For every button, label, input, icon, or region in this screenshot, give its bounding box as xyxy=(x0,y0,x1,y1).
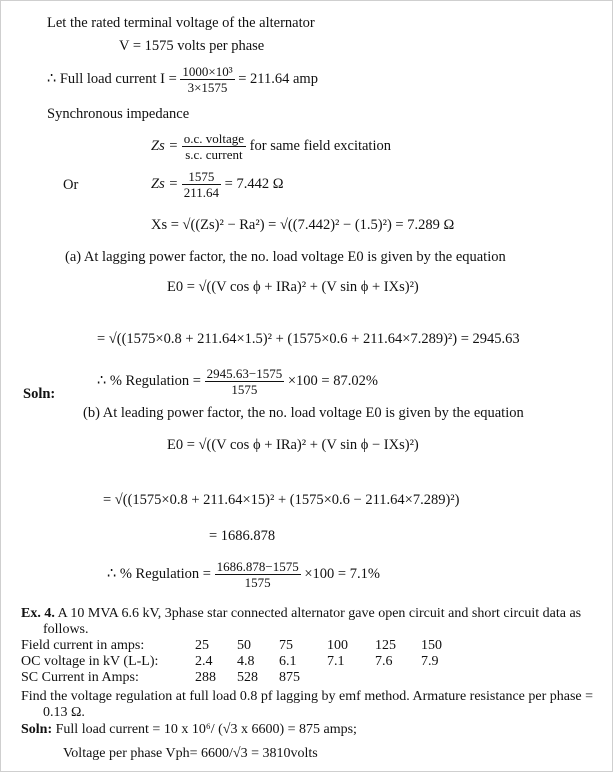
equation-regulation-lagging: ∴ % Regulation = $\frac{2945.63-1575}{1575}$ ×100 = 87.02% xyxy=(97,366,378,397)
table-cell: 6.1 xyxy=(279,654,297,669)
equation-regulation-leading: ∴ % Regulation = $\frac{1686.878-1575}{1575}$ ×100 = 7.1% xyxy=(107,559,380,590)
table-cell: 288 xyxy=(195,670,216,685)
equation-e0-leading-result: = 1686.878 xyxy=(209,528,276,544)
table-cell: 25 xyxy=(195,638,209,653)
table-cell: 125 xyxy=(375,638,396,653)
example-heading: Ex. 4. A 10 MVA 6.6 kV, 3phase star connected alternator gave open circuit and short circuit data as xyxy=(21,606,582,621)
equation-zs-value: Zs = $\frac{1575}{211.64}$ = 7.442 Ω xyxy=(151,169,284,200)
example-text: follows. xyxy=(43,622,89,637)
text-or: Or xyxy=(63,177,79,193)
data-table xyxy=(21,638,461,686)
table-cell xyxy=(375,670,421,686)
text-line: (b) At leading power factor, the no. load voltage E0 is given by the equation xyxy=(83,405,524,421)
equation-zs-definition: Zs = $\frac{\text{o.c. voltage}}{\text{s.c. current}}$ for same field excitation xyxy=(151,131,391,162)
table-cell: 50 xyxy=(237,638,251,653)
example-voltage-per-phase: Voltage per phase Vph= 6600/√3 = 3810volts xyxy=(63,746,318,761)
table-cell: 875 xyxy=(279,670,300,685)
equation-e0-leading: E0 = √((V cos ϕ + IRa)² + (V sin ϕ − IXs)²) xyxy=(167,437,419,453)
equation-xs: Xs = √((Zs)² − Ra²) = √((7.442)² − (1.5)²) = 7.289 Ω xyxy=(151,217,455,233)
table-cell: 150 xyxy=(421,638,442,653)
equation-full-load-current: ∴ Full load current I = $\frac{\text{1000×10³}}{3\times 1575}$ = 211.64 amp xyxy=(47,64,318,95)
text-line: Synchronous impedance xyxy=(47,106,190,122)
table-row xyxy=(21,670,461,686)
equation-voltage: V = 1575 volts per phase xyxy=(119,38,265,54)
text-line: (a) At lagging power factor, the no. load voltage E0 is given by the equation xyxy=(65,249,506,265)
table-cell: 528 xyxy=(237,670,258,685)
table-cell: 2.4 xyxy=(195,654,213,669)
soln-label: Soln: xyxy=(23,386,56,402)
example-text: 0.13 Ω. xyxy=(43,705,85,720)
table-row xyxy=(21,654,461,670)
table-cell: SC Current in Amps: xyxy=(21,670,139,685)
text-line: Let the rated terminal voltage of the alternator xyxy=(47,15,315,31)
table-cell: OC voltage in kV (L-L): xyxy=(21,654,159,669)
equation-e0-lagging-value: = √((1575×0.8 + 211.64×1.5)² + (1575×0.6 + 211.64×7.289)²) = 2945.63 xyxy=(97,331,520,347)
table-cell: 7.6 xyxy=(375,654,393,669)
equation-e0-lagging: E0 = √((V cos ϕ + IRa)² + (V sin ϕ + IXs)²) xyxy=(167,279,419,295)
table-cell: 7.9 xyxy=(421,654,439,669)
table-cell: 75 xyxy=(279,638,293,653)
table-cell: 7.1 xyxy=(327,654,345,669)
table-row xyxy=(21,638,461,654)
example-soln: Soln: Full load current = 10 x 10⁶/ (√3 x 6600) = 875 amps; xyxy=(21,722,357,737)
example-text: Find the voltage regulation at full load 0.8 pf lagging by emf method. Armature resistance per phase = xyxy=(21,689,594,704)
table-cell xyxy=(421,670,461,686)
table-cell: 4.8 xyxy=(237,654,255,669)
table-cell: Field current in amps: xyxy=(21,638,145,653)
table-cell xyxy=(327,670,375,686)
equation-e0-leading-value: = √((1575×0.8 + 211.64×15)² + (1575×0.6 − 211.64×7.289)²) xyxy=(103,492,460,508)
table-cell: 100 xyxy=(327,638,348,653)
